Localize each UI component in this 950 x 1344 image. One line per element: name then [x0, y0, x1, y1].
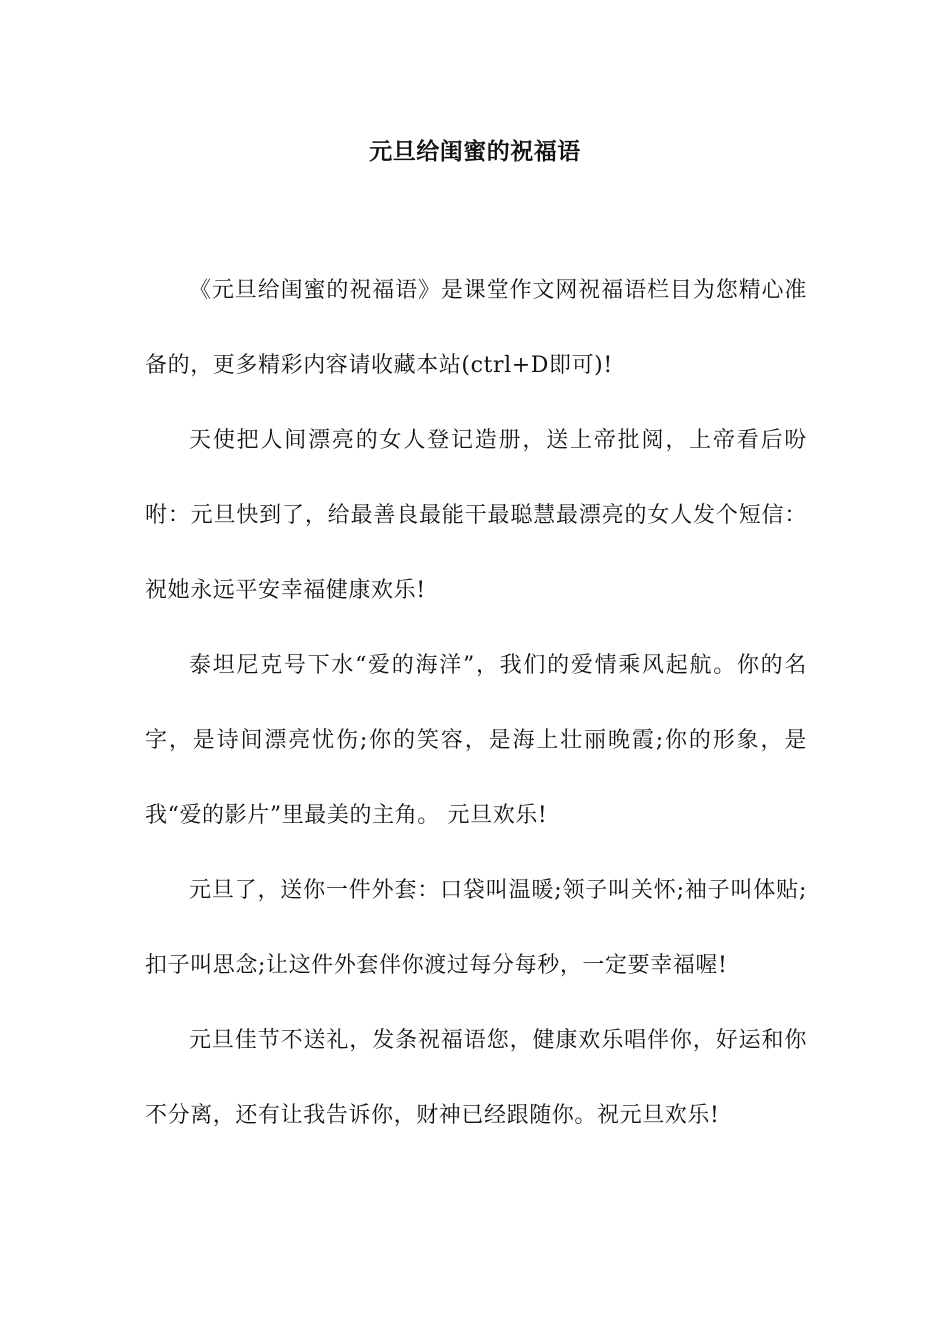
document-body: [145, 253, 807, 1153]
paragraph-titanic: 泰坦尼克号下水“爱的海洋”，我们的爱情乘风起航。你的名字，是诗间漂亮忧伤;你的笑容，是海上壮丽晚霞;你的形象，是我“爱的影片”里最美的主角。 元旦欢乐!: [145, 653, 807, 828]
paragraph-angel: 天使把人间漂亮的女人登记造册，送上帝批阅，上帝看后吩咐：元旦快到了，给最善良最能干最聪慧最漂亮的女人发个短信：祝她永远平安幸福健康欢乐!: [145, 428, 807, 603]
page-title: 元旦给闺蜜的祝福语: [369, 139, 581, 165]
paragraph-coat: 元旦了，送你一件外套：口袋叫温暖;领子叫关怀;袖子叫体贴;扣子叫思念;让这件外套伴你渡过每分每秒，一定要幸福喔!: [145, 878, 807, 978]
paragraph-gift: 元旦佳节不送礼，发条祝福语您，健康欢乐唱伴你，好运和你不分离，还有让我告诉你，财神已经跟随你。祝元旦欢乐!: [145, 1028, 807, 1128]
paragraph-intro: 《元旦给闺蜜的祝福语》是课堂作文网祝福语栏目为您精心准备的，更多精彩内容请收藏本站(ctrl+D即可)!: [145, 278, 807, 378]
